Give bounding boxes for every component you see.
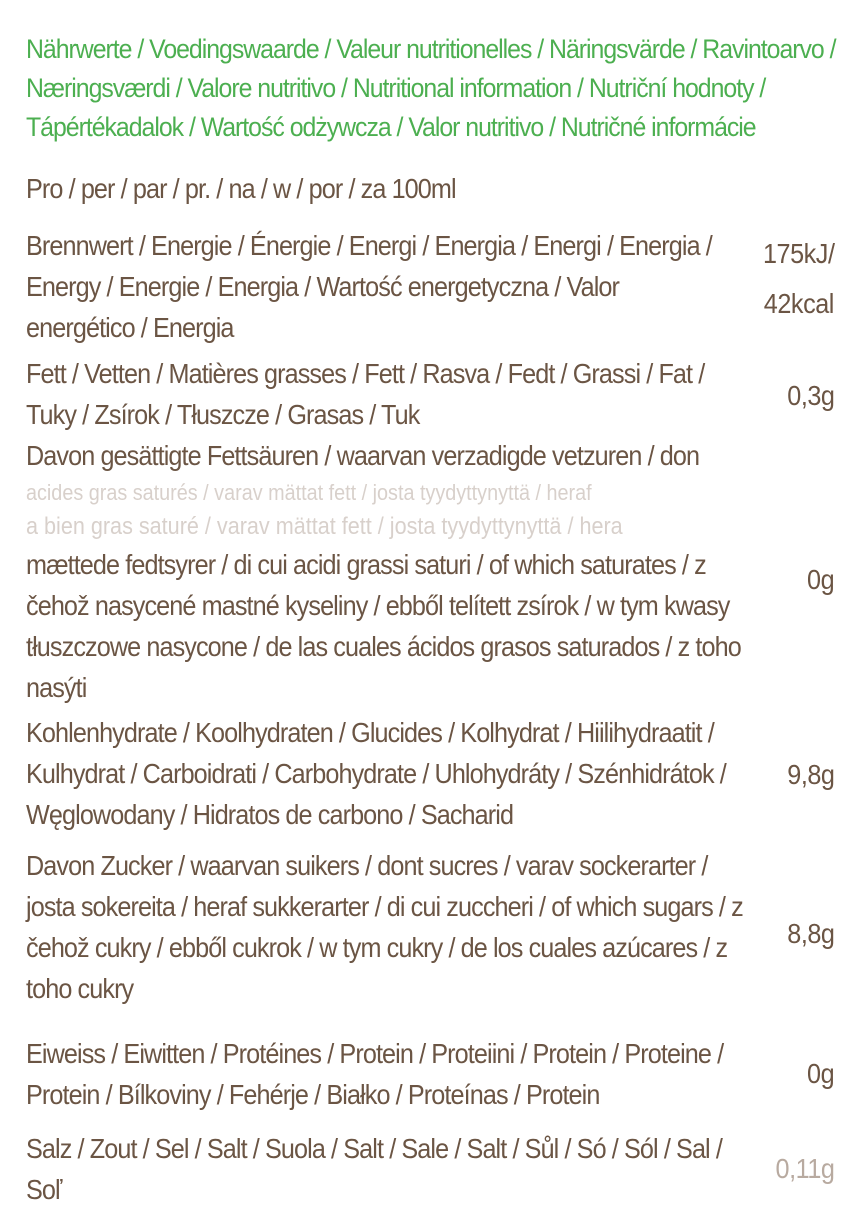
salt-value: 0,11g	[775, 1153, 834, 1184]
per-100ml-label: Pro / per / par / pr. / na / w / por / za 100ml	[26, 173, 456, 204]
salt-label: Salz / Zout / Sel / Salt / Suola / Salt / Sale / Salt / Sůl / Só / Sól / Sal / Soľ	[26, 1133, 722, 1205]
header-line-3: Tápértékadalok / Wartość odżywcza / Valor nutritivo / Nutričné informácie	[26, 112, 756, 142]
carbohydrate-value: 9,8g	[786, 759, 834, 790]
sugars-value: 8,8g	[786, 918, 834, 949]
saturates-label-faded-2: a bien gras saturé / varav mättat fett / josta tyydyttynyttä / hera	[26, 513, 623, 540]
carbohydrate-label: Kohlenhydrate / Koolhydraten / Glucides / Kolhydrat / Hiilihydraatit / Kulhydrat / Carboidrati / Carbohydrate / Uhlohydráty / Szénhidrátok / Węglowodany / Hidratos de carbono / Sacharid	[26, 717, 726, 830]
energy-label: Brennwert / Energie / Énergie / Energi / Energia / Energi / Energia / Energy / Energie / Energia / Wartość energetyczna / Valor energético / Energia	[26, 230, 712, 343]
nutrition-header	[26, 30, 836, 147]
saturates-label-line1: Davon gesättigte Fettsäuren / waarvan verzadigde vetzuren / don	[26, 440, 700, 471]
protein-label: Eiweiss / Eiwitten / Protéines / Protein / Proteiini / Protein / Proteine / Protein / Bílkoviny / Fehérje / Białko / Proteínas / Protein	[26, 1038, 724, 1110]
saturates-value: 0g	[806, 564, 834, 595]
fat-value: 0,3g	[786, 380, 834, 411]
saturates-label	[26, 435, 746, 708]
energy-value-kj: 175kJ/	[762, 238, 834, 269]
header-line-2: Næringsværdi / Valore nutritivo / Nutritional information / Nutriční hodnoty /	[26, 73, 766, 103]
saturates-label-rest: mættede fedtsyrer / di cui acidi grassi saturi / of which saturates / z čehož nasycené mastné kyseliny / ebből telített zsírok / w tym kwasy tłuszczowe nasycone / de las cuales ácidos grasos saturados / z toho nasýti	[26, 549, 741, 703]
saturates-label-faded-1: acides gras saturés / varav mättat fett / josta tyydyttynyttä / heraf	[26, 480, 592, 505]
header-line-1: Nährwerte / Voedingswaarde / Valeur nutritionelles / Näringsvärde / Ravintoarvo /	[26, 34, 836, 64]
sugars-label: Davon Zucker / waarvan suikers / dont sucres / varav sockerarter / josta sokereita / heraf sukkerarter / di cui zuccheri / of which sugars / z čehož cukry / ebből cukrok / w tym cukry / de los cuales azúcares / z toho cukry	[26, 850, 743, 1004]
protein-value: 0g	[806, 1058, 834, 1089]
fat-label: Fett / Vetten / Matières grasses / Fett / Rasva / Fedt / Grassi / Fat / Tuky / Zsírok / Tłuszcze / Grasas / Tuk	[26, 358, 705, 430]
energy-value-kcal: 42kcal	[763, 288, 834, 319]
